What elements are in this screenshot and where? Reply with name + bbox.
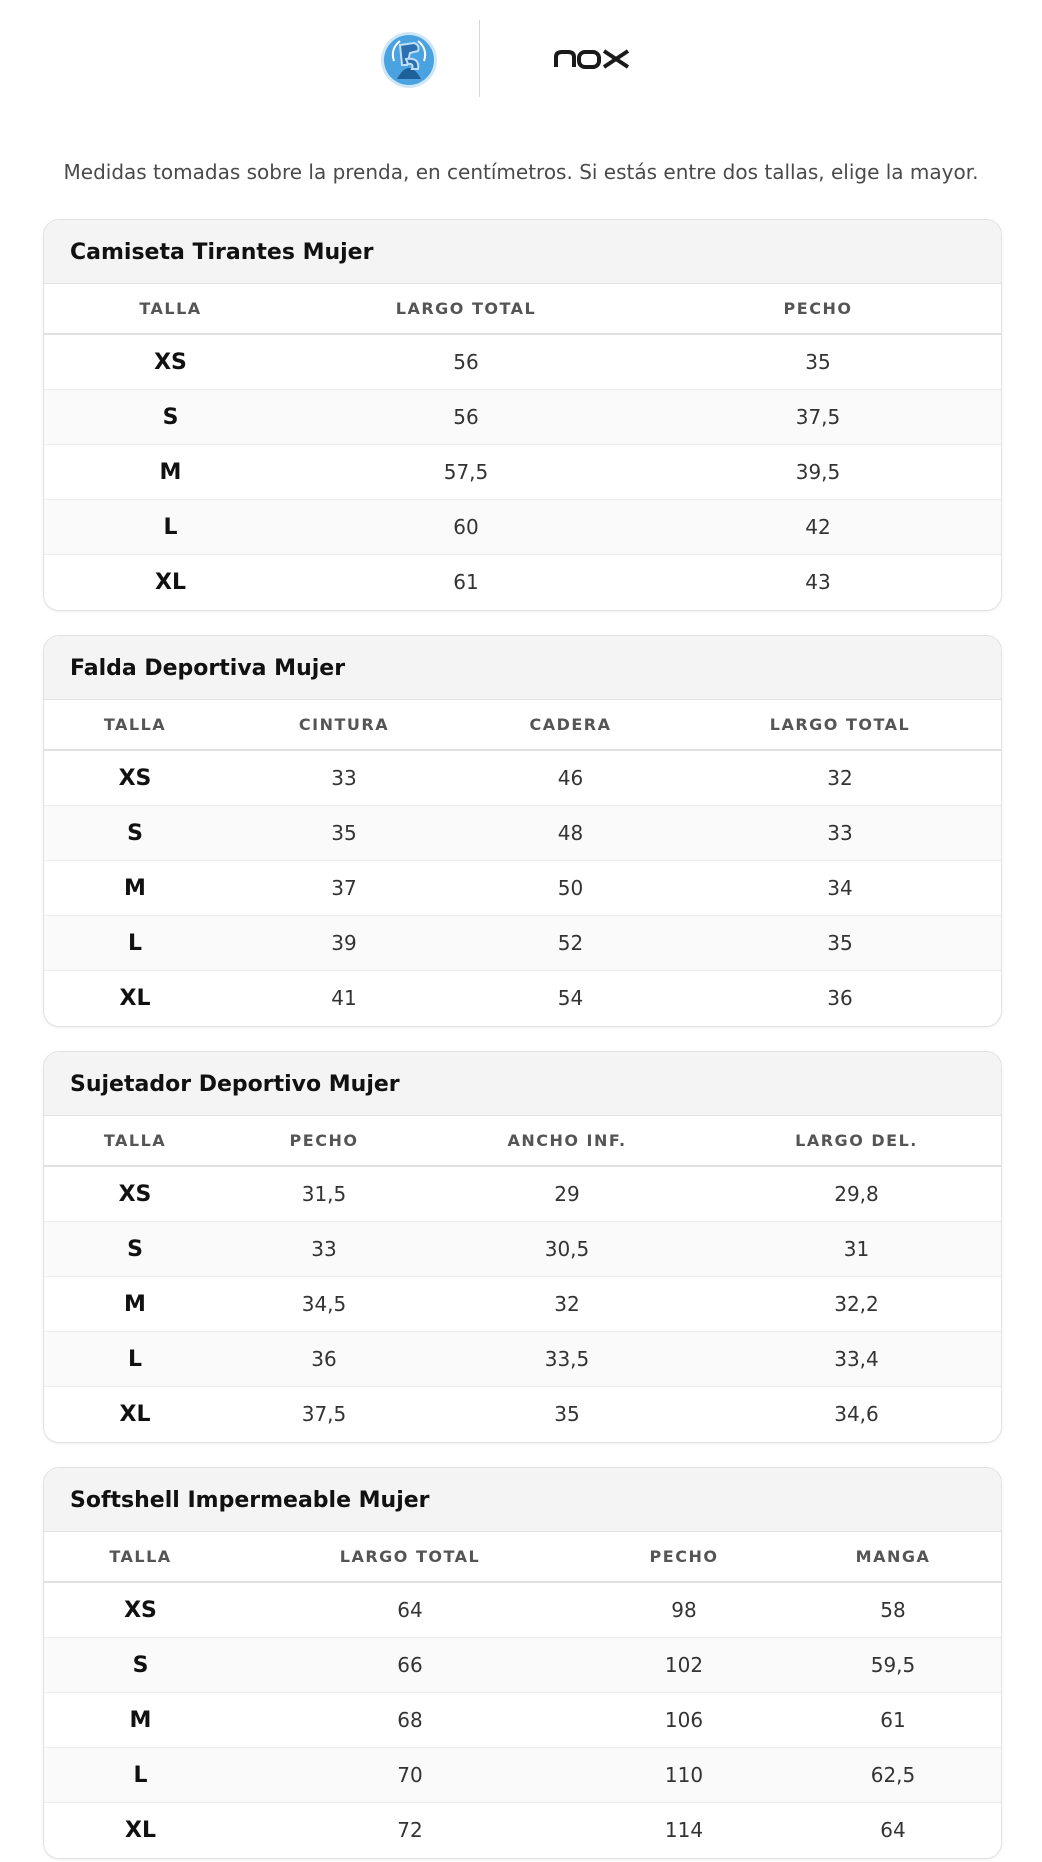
value-cell: 29: [422, 1166, 712, 1222]
value-cell: 68: [237, 1693, 583, 1748]
size-table: [44, 700, 1001, 1025]
value-cell: 106: [583, 1693, 785, 1748]
table-title: Sujetador Deportivo Mujer: [44, 1052, 1001, 1116]
value-cell: 37,5: [301, 1402, 347, 1426]
table-header-row: [44, 284, 1001, 334]
column-header: MANGA: [785, 1532, 1001, 1582]
value-cell: 33,4: [712, 1332, 1001, 1387]
size-cell: L: [44, 916, 226, 971]
table-row: [44, 555, 1001, 610]
column-header: PECHO: [583, 1532, 785, 1582]
value-cell: 32: [679, 750, 1001, 806]
value-cell: 56: [297, 334, 635, 390]
size-cell: XS: [44, 334, 297, 390]
value-cell: 110: [583, 1748, 785, 1803]
value-cell: 41: [331, 986, 357, 1010]
value-cell: 35: [226, 806, 462, 861]
size-cell: M: [44, 1693, 237, 1748]
value-cell: 34,5: [226, 1277, 422, 1332]
logo-divider: [479, 20, 480, 97]
value-cell: 36: [827, 986, 853, 1010]
table-row: [44, 1582, 1001, 1638]
nox-logo-icon: [554, 49, 630, 69]
size-cell: L: [44, 1332, 226, 1387]
table-row: [44, 334, 1001, 390]
value-cell: 33: [226, 1222, 422, 1277]
size-table: [44, 1116, 1001, 1441]
size-cell: XL: [119, 985, 151, 1011]
column-header: CADERA: [462, 700, 679, 750]
value-cell: 57,5: [297, 445, 635, 500]
size-cell: XL: [155, 569, 186, 595]
measurement-note: Medidas tomadas sobre la prenda, en centímetros. Si estás entre dos tallas, elige la mayor.: [63, 160, 979, 184]
column-header: PECHO: [635, 284, 1001, 334]
table-row: [44, 1166, 1001, 1222]
value-cell: 39,5: [635, 445, 1001, 500]
value-cell: 37: [226, 861, 462, 916]
value-cell: 33: [226, 750, 462, 806]
value-cell: 52: [462, 916, 679, 971]
table-row: [44, 500, 1001, 555]
value-cell: 66: [237, 1638, 583, 1693]
value-cell: 62,5: [785, 1748, 1001, 1803]
size-cell: XS: [44, 750, 226, 806]
value-cell: 31: [712, 1222, 1001, 1277]
value-cell: 34: [679, 861, 1001, 916]
value-cell: 48: [462, 806, 679, 861]
value-cell: 33,5: [422, 1332, 712, 1387]
value-cell: 54: [557, 986, 584, 1010]
value-cell: 58: [785, 1582, 1001, 1638]
value-cell: 72: [397, 1818, 423, 1842]
size-cell: S: [44, 390, 297, 445]
value-cell: 42: [635, 500, 1001, 555]
value-cell: 102: [583, 1638, 785, 1693]
value-cell: 35: [554, 1402, 580, 1426]
value-cell: 43: [805, 570, 831, 594]
table-header-row: [44, 1532, 1001, 1582]
pc-logo-icon: [380, 31, 438, 89]
value-cell: 61: [785, 1693, 1001, 1748]
column-header: TALLA: [44, 700, 226, 750]
table-title: Softshell Impermeable Mujer: [44, 1468, 1001, 1532]
value-cell: 32: [422, 1277, 712, 1332]
value-cell: 29,8: [712, 1166, 1001, 1222]
size-cell: M: [44, 445, 297, 500]
size-table-card: [43, 1051, 1002, 1443]
value-cell: 39: [226, 916, 462, 971]
value-cell: 30,5: [422, 1222, 712, 1277]
table-row: [44, 1803, 1001, 1858]
value-cell: 31,5: [226, 1166, 422, 1222]
size-table-card: [43, 219, 1002, 611]
size-cell: XL: [125, 1817, 156, 1843]
table-header-row: [44, 700, 1001, 750]
size-cell: M: [44, 861, 226, 916]
column-header: ANCHO INF.: [422, 1116, 712, 1166]
value-cell: 70: [237, 1748, 583, 1803]
table-row: [44, 1277, 1001, 1332]
value-cell: 114: [664, 1818, 704, 1842]
table-row: [44, 971, 1001, 1026]
value-cell: 64: [880, 1818, 906, 1842]
value-cell: 37,5: [635, 390, 1001, 445]
table-row: [44, 1638, 1001, 1693]
value-cell: 34,6: [834, 1402, 879, 1426]
size-cell: M: [44, 1277, 226, 1332]
size-cell: L: [44, 1748, 237, 1803]
table-header-row: [44, 1116, 1001, 1166]
table-title: Camiseta Tirantes Mujer: [44, 220, 1001, 284]
size-table: [44, 284, 1001, 609]
table-row: [44, 1693, 1001, 1748]
value-cell: 35: [679, 916, 1001, 971]
column-header: PECHO: [226, 1116, 422, 1166]
table-row: [44, 1387, 1001, 1442]
column-header: LARGO TOTAL: [237, 1532, 583, 1582]
table-row: [44, 1748, 1001, 1803]
value-cell: 61: [453, 570, 479, 594]
size-cell: S: [44, 806, 226, 861]
table-row: [44, 445, 1001, 500]
size-cell: XS: [44, 1582, 237, 1638]
value-cell: 50: [462, 861, 679, 916]
value-cell: 60: [297, 500, 635, 555]
value-cell: 98: [583, 1582, 785, 1638]
size-cell: XL: [119, 1401, 151, 1427]
size-cell: S: [44, 1222, 226, 1277]
column-header: TALLA: [44, 1532, 237, 1582]
size-table: [44, 1532, 1001, 1857]
value-cell: 33: [679, 806, 1001, 861]
table-row: [44, 861, 1001, 916]
size-cell: L: [44, 500, 297, 555]
table-row: [44, 1222, 1001, 1277]
value-cell: 36: [226, 1332, 422, 1387]
page-header: [0, 0, 1042, 118]
column-header: LARGO TOTAL: [297, 284, 635, 334]
table-row: [44, 916, 1001, 971]
column-header: LARGO DEL.: [712, 1116, 1001, 1166]
value-cell: 35: [635, 334, 1001, 390]
value-cell: 64: [237, 1582, 583, 1638]
size-cell: XS: [44, 1166, 226, 1222]
column-header: CINTURA: [226, 700, 462, 750]
table-row: [44, 806, 1001, 861]
table-title: Falda Deportiva Mujer: [44, 636, 1001, 700]
value-cell: 59,5: [785, 1638, 1001, 1693]
value-cell: 46: [462, 750, 679, 806]
table-row: [44, 390, 1001, 445]
column-header: TALLA: [44, 1116, 226, 1166]
size-table-card: [43, 1467, 1002, 1859]
size-cell: S: [44, 1638, 237, 1693]
column-header: TALLA: [44, 284, 297, 334]
table-row: [44, 750, 1001, 806]
table-row: [44, 1332, 1001, 1387]
value-cell: 56: [297, 390, 635, 445]
value-cell: 32,2: [712, 1277, 1001, 1332]
size-table-card: [43, 635, 1002, 1027]
column-header: LARGO TOTAL: [679, 700, 1001, 750]
